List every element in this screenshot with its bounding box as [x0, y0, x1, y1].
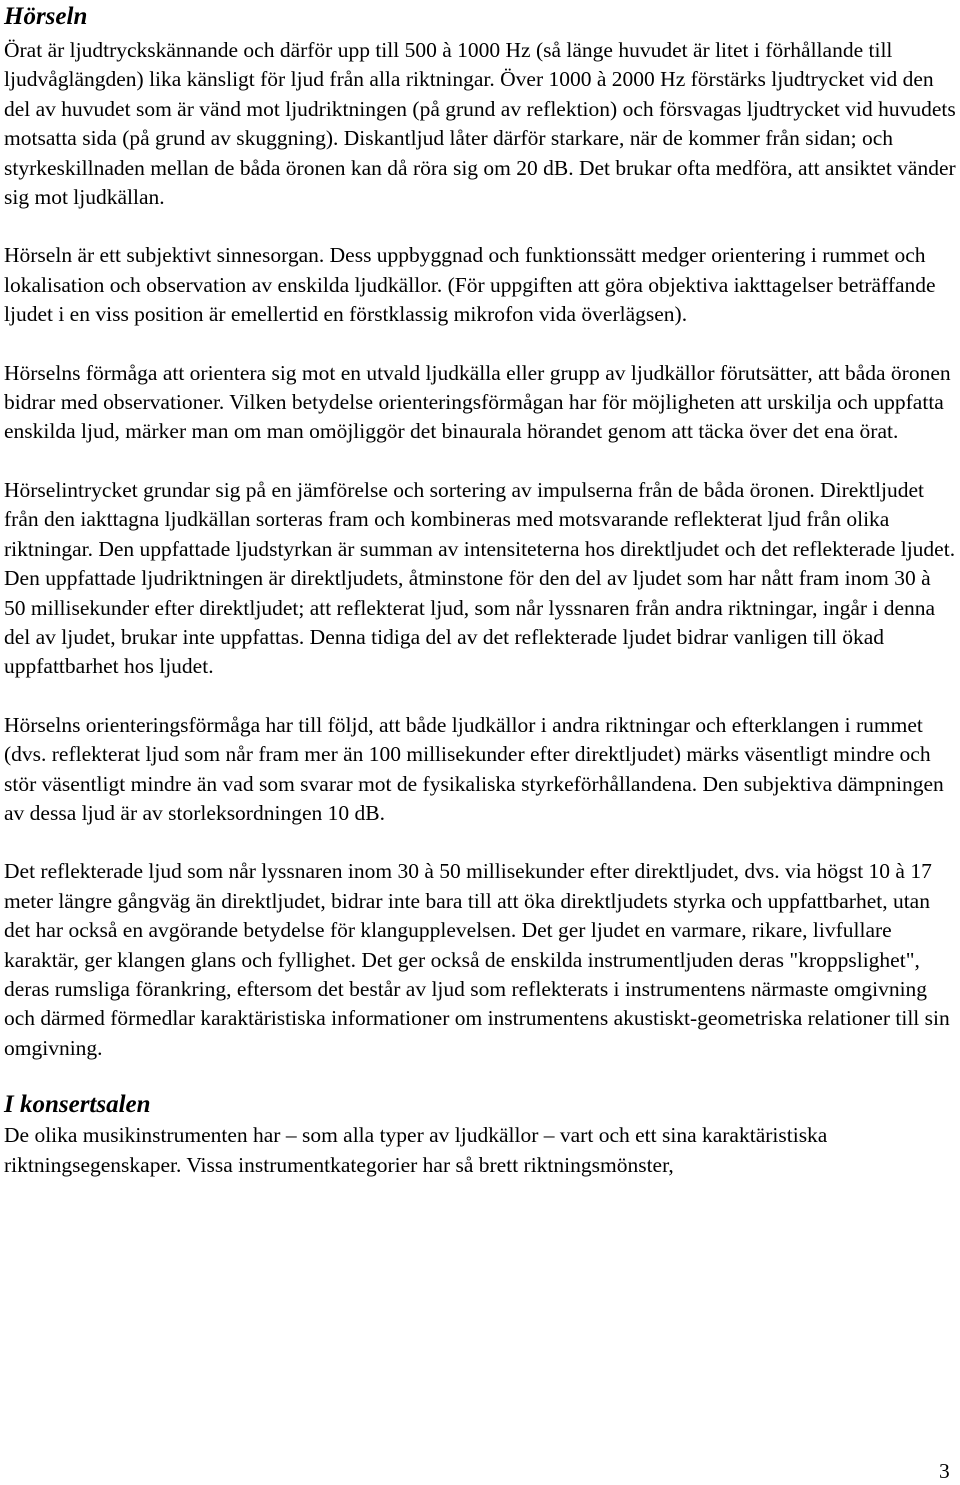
paragraph: Det reflekterade ljud som når lyssnaren inom 30 à 50 millisekunder efter direktljudet, dvs. via högst 10 à 17 meter längre gångväg än direktljudet, bidrar inte bara till att öka direktljudets styrka och uppfattbarhet, utan det har också en avgörande betydelse för klangupplevelsen. Det ger ljudet en varmare, rikare, livfullare karaktär, ger klangen glans och fyllighet. Det ger också de enskilda instrumentljuden deras "kroppslighet", deras rumsliga förankring, eftersom det består av ljud som reflekterats i instrumentens närmaste omgivning och därmed förmedlar karaktäristiska informationer om instrumentens akustiskt-geometriska relationer till sin omgivning. [4, 859, 950, 1060]
document-page [4, 0, 956, 1180]
paragraph: Hörselns orienteringsförmåga har till följd, att både ljudkällor i andra riktningar och efterklangen i rummet (dvs. reflekterat ljud som når fram mer än 100 millisekunder efter direktljudet) märks väsentligt mindre och stör väsentligt mindre än vad som svarar mot de fysikaliska styrkeförhållandena. Den subjektiva dämpningen av dessa ljud är av storleksordningen 10 dB. [4, 712, 944, 825]
section-heading-horseln: Hörseln [4, 3, 88, 30]
paragraph: Hörselns förmåga att orientera sig mot en utvald ljudkälla eller grupp av ljudkällor förutsätter, att båda öronen bidrar med observationer. Vilken betydelse orienteringsförmågan har för möjligheten att urskilja och uppfatta enskilda ljud, märker man om man omöjliggör det binaurala hörandet genom att täcka över det ena örat. [4, 360, 951, 444]
paragraph: Hörseln är ett subjektivt sinnesorgan. Dess uppbyggnad och funktionssätt medger orientering i rummet och lokalisation och observation av enskilda ljudkällor. (För uppgiften att göra objektiva iakttagelser beträffande ljudet i en viss position är emellertid en förstklassig mikrofon vida överlägsen). [4, 243, 936, 327]
paragraph: Örat är ljudtryckskännande och därför upp till 500 à 1000 Hz (så länge huvudet är litet i förhållande till ljudvåglängden) lika känsligt för ljud från alla riktningar. Över 1000 à 2000 Hz förstärks ljudtrycket vid den del av huvudet som är vänd mot ljudriktningen (på grund av reflektion) och försvagas ljudtrycket vid huvudets motsatta sida (på grund av skuggning). Diskantljud låter därför starkare, när de kommer från sidan; och styrkeskillnaden mellan de båda öronen kan då röra sig om 20 dB. Det brukar ofta medföra, att ansiktet vänder sig mot ljudkällan. [4, 38, 956, 210]
section-heading-i-konsertsalen: I konsertsalen [4, 1091, 151, 1119]
paragraph: Hörselintrycket grundar sig på en jämförelse och sortering av impulserna från de båda öronen. Direktljudet från den iakttagna ljudkällan sorteras fram och kombineras med motsvarande reflekterat ljud från olika riktningar. Den uppfattade ljudstyrkan är summan av intensiteterna hos direktljudet och det reflekterade ljudet. Den uppfattade ljudriktningen är direktljudets, åtminstone för den del av ljudet som har nått fram inom 30 à 50 millisekunder efter direktljudet; att reflekterat ljud, som når lyssnaren från andra riktningar, ingår i denna del av ljudet, brukar inte uppfattas. Denna tidiga del av det reflekterade ljudet bidrar vanligen till ökad uppfattbarhet hos ljudet. [4, 477, 956, 679]
paragraph: De olika musikinstrumenten har – som alla typer av ljudkällor – vart och ett sina karaktäristiska riktningsegenskaper. Vissa instrumentkategorier har så brett riktningsmönster, [4, 1123, 828, 1177]
page-number: 3 [939, 1459, 950, 1483]
